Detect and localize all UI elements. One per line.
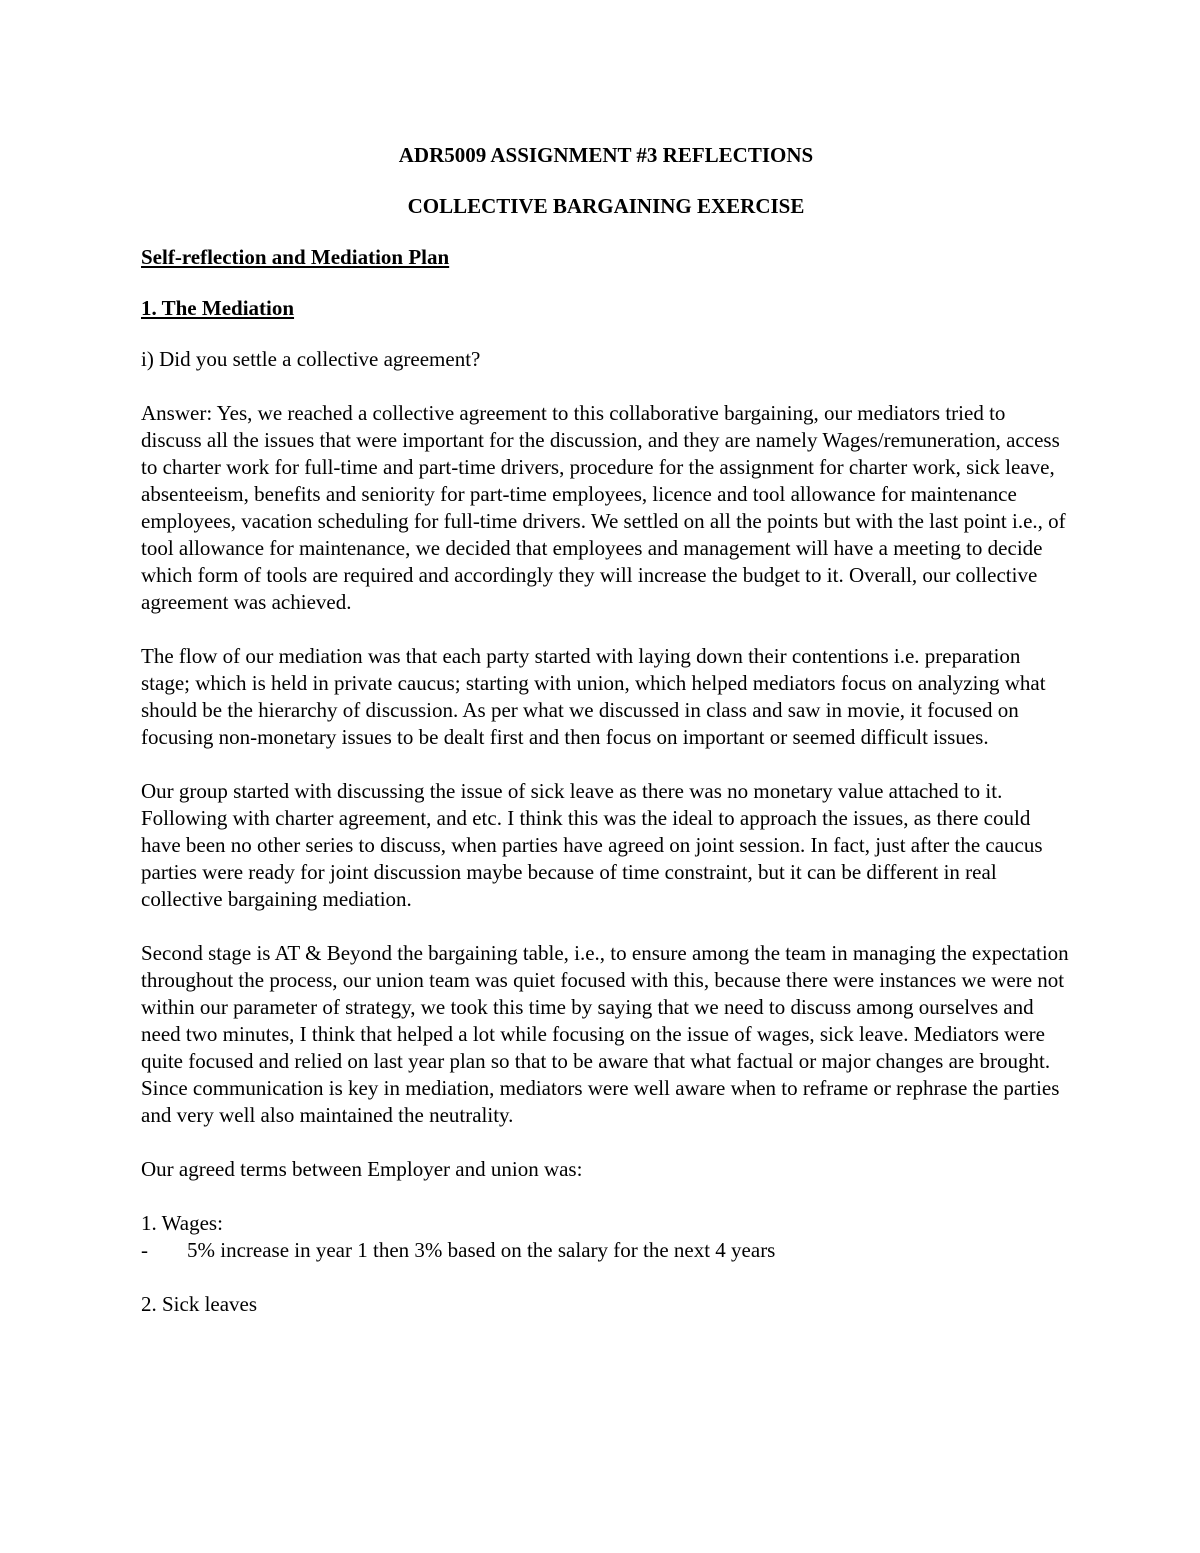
question-text: i) Did you settle a collective agreement? — [141, 347, 481, 371]
agreed-terms-intro: Our agreed terms between Employer and union was: — [141, 1157, 583, 1181]
subsection-heading: 1. The Mediation — [141, 296, 295, 320]
term-sick-leaves-label: 2. Sick leaves — [141, 1292, 258, 1316]
document-body — [141, 142, 1071, 1318]
bullet-dash: - — [141, 1238, 148, 1262]
section-heading: Self-reflection and Mediation Plan — [141, 245, 450, 269]
mediation-flow-paragraph: The flow of our mediation was that each party started with laying down their contentions i.e. preparation stage; which is held in private caucus; starting with union, which helped mediators focus on analyzing what should be the hierarchy of discussion. As per what we discussed in class and saw in movie, it focused on focusing non-monetary issues to be dealt first and then focus on important or seemed difficult issues. — [141, 644, 1046, 749]
term-wages-label: 1. Wages: — [141, 1211, 223, 1235]
document-subtitle: COLLECTIVE BARGAINING EXERCISE — [407, 194, 805, 218]
answer-paragraph: Answer: Yes, we reached a collective agreement to this collaborative bargaining, our mediators tried to discuss all the issues that were important for the discussion, and they are namely Wages/remuneration, access to charter work for full-time and part-time drivers, procedure for the assignment for charter work, sick leave, absenteeism, benefits and seniority for part-time employees, licence and tool allowance for maintenance employees, vacation scheduling for full-time drivers. We settled on all the points but with the last point i.e., of tool allowance for maintenance, we decided that employees and management will have a meeting to decide which form of tools are required and accordingly they will increase the budget to it. Overall, our collective agreement was achieved. — [141, 401, 1066, 614]
second-stage-paragraph: Second stage is AT & Beyond the bargaining table, i.e., to ensure among the team in managing the expectation throughout the process, our union team was quiet focused with this, because there were instances we were not within our parameter of strategy, we took this time by saying that we need to discuss among ourselves and need two minutes, I think that helped a lot while focusing on the issue of wages, sick leave. Mediators were quite focused and relied on last year plan so that to be aware that what factual or major changes are brought. Since communication is key in mediation, mediators were well aware when to reframe or rephrase the parties and very well also maintained the neutrality. — [141, 941, 1069, 1127]
term-wages-bullet — [141, 1237, 1071, 1264]
document-title: ADR5009 ASSIGNMENT #3 REFLECTIONS — [398, 143, 814, 167]
term-wages-detail: 5% increase in year 1 then 3% based on the salary for the next 4 years — [187, 1238, 776, 1262]
issue-order-paragraph: Our group started with discussing the issue of sick leave as there was no monetary value attached to it. Following with charter agreement, and etc. I think this was the ideal to approach the issues, as there could have been no other series to discuss, when parties have agreed on joint session. In fact, just after the caucus parties were ready for joint discussion maybe because of time constraint, but it can be different in real collective bargaining mediation. — [141, 779, 1043, 911]
